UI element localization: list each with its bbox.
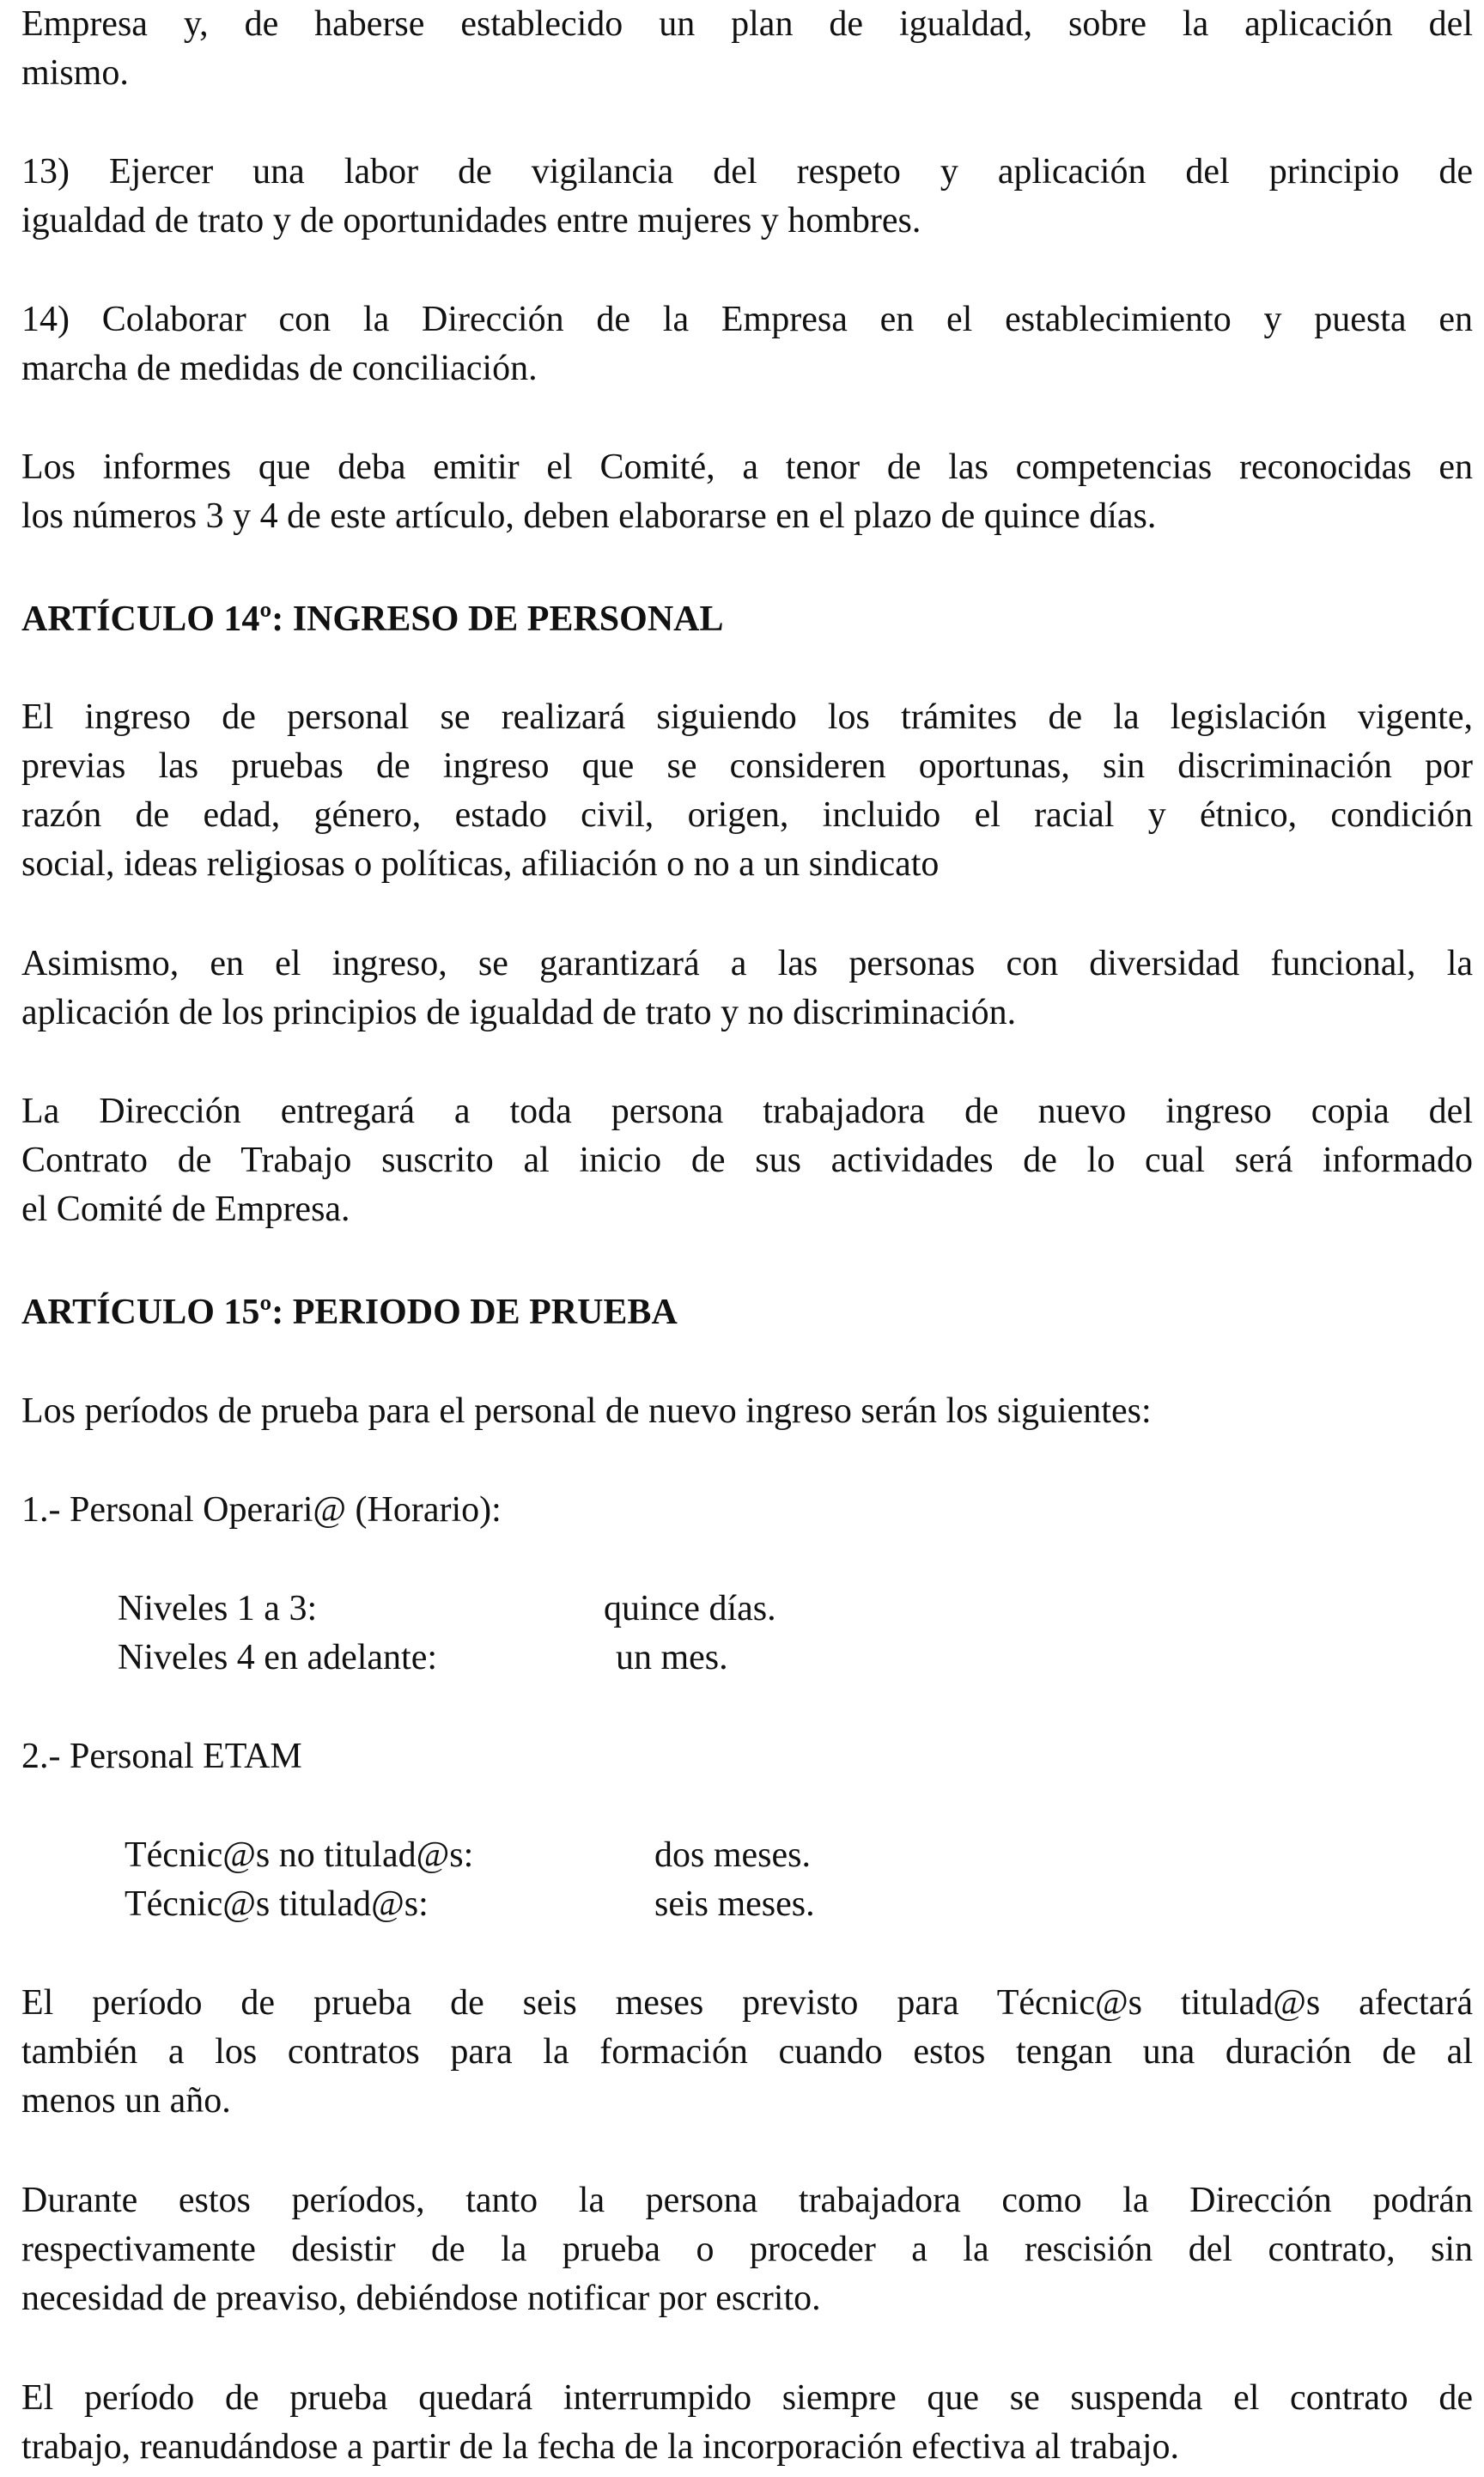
list-item-label: Técnic@s titulad@s:	[125, 1884, 429, 1924]
text-line: Durante estos períodos, tanto la persona trabajadora como la Dirección podrán	[21, 2181, 1473, 2220]
text-line: menos un año.	[21, 2081, 231, 2121]
text-line: el Comité de Empresa.	[21, 1190, 350, 1229]
paragraph-prueba-interrumpido	[21, 2374, 1473, 2472]
list-group-title: 2.- Personal ETAM	[21, 1737, 302, 1776]
text-line: trabajo, reanudándose a partir de la fecha de la incorporación efectiva al trabajo.	[21, 2427, 1179, 2467]
text-line: previas las pruebas de ingreso que se consideren oportunas, sin discriminación por	[21, 746, 1473, 786]
text-line: El período de prueba quedará interrumpido siempre que se suspenda el contrato de	[21, 2378, 1473, 2418]
paragraph-ingreso-personal	[21, 693, 1473, 889]
list-item-label: Niveles 4 en adelante:	[118, 1638, 438, 1677]
paragraph-periodos-intro	[21, 1387, 1473, 1436]
paragraph-diversidad-funcional	[21, 940, 1473, 1038]
text-line: Contrato de Trabajo suscrito al inicio de sus actividades de lo cual será informado	[21, 1141, 1473, 1180]
text-line: Empresa y, de haberse establecido un plan de igualdad, sobre la aplicación del	[21, 4, 1473, 44]
paragraph-item-14	[21, 295, 1473, 393]
list-item-value: quince días.	[604, 1589, 776, 1628]
paragraph-contrato-trabajo	[21, 1087, 1473, 1234]
paragraph-seis-meses	[21, 1979, 1473, 2126]
paragraph-plan-igualdad	[21, 0, 1473, 98]
text-line: La Dirección entregará a toda persona trabajadora de nuevo ingreso copia del	[21, 1092, 1473, 1131]
text-line: igualdad de trato y de oportunidades entre mujeres y hombres.	[21, 201, 921, 240]
text-line: El período de prueba de seis meses previsto para Técnic@s titulad@s afectará	[21, 1983, 1473, 2023]
text-line: Los informes que deba emitir el Comité, a tenor de las competencias reconocidas en	[21, 447, 1473, 487]
text-line: social, ideas religiosas o políticas, afiliación o no a un sindicato	[21, 844, 940, 884]
paragraph-item-13	[21, 148, 1473, 246]
paragraph-desistir-prueba	[21, 2176, 1473, 2323]
list-item-label: Técnic@s no titulad@s:	[125, 1835, 474, 1875]
paragraph-informes-comite	[21, 443, 1473, 541]
text-line: aplicación de los principios de igualdad de trato y no discriminación.	[21, 993, 1017, 1032]
text-line: razón de edad, género, estado civil, origen, incluido el racial y étnico, condición	[21, 795, 1473, 835]
text-line: Los períodos de prueba para el personal de nuevo ingreso serán los siguientes:	[21, 1391, 1152, 1431]
text-line: marcha de medidas de conciliación.	[21, 349, 538, 388]
section-heading: ARTÍCULO 14º: INGRESO DE PERSONAL	[21, 599, 724, 639]
text-line: también a los contratos para la formación cuando estos tengan una duración de al	[21, 2032, 1473, 2072]
list-item-value: dos meses.	[654, 1835, 811, 1875]
text-line: 13) Ejercer una labor de vigilancia del respeto y aplicación del principio de	[21, 152, 1473, 192]
list-item-value: seis meses.	[654, 1884, 815, 1924]
section-heading: ARTÍCULO 15º: PERIODO DE PRUEBA	[21, 1293, 678, 1332]
text-line: El ingreso de personal se realizará siguiendo los trámites de la legislación vigente,	[21, 697, 1473, 737]
group-operario-title	[21, 1486, 1473, 1535]
text-line: los números 3 y 4 de este artículo, deben elaborarse en el plazo de quince días.	[21, 496, 1157, 536]
list-item-value: un mes.	[616, 1638, 728, 1677]
text-line: 14) Colaborar con la Dirección de la Empresa en el establecimiento y puesta en	[21, 300, 1473, 339]
text-line: Asimismo, en el ingreso, se garantizará a las personas con diversidad funcional, la	[21, 944, 1473, 983]
text-line: necesidad de preaviso, debiéndose notificar por escrito.	[21, 2279, 821, 2318]
article-14-heading	[21, 595, 1473, 644]
list-group-title: 1.- Personal Operari@ (Horario):	[21, 1490, 502, 1530]
text-line: mismo.	[21, 53, 129, 93]
article-15-heading	[21, 1288, 1473, 1337]
text-line: respectivamente desistir de la prueba o proceder a la rescisión del contrato, sin	[21, 2230, 1473, 2269]
group-etam-title	[21, 1732, 1473, 1781]
list-item-label: Niveles 1 a 3:	[118, 1589, 318, 1628]
